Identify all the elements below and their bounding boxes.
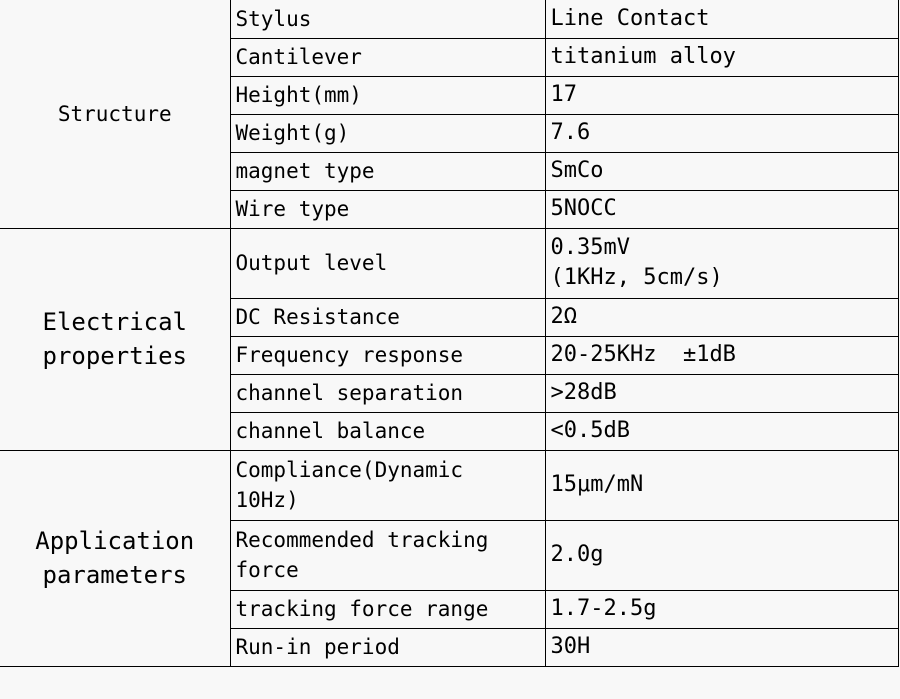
spec-value-recommended-tracking-force: 2.0g bbox=[545, 520, 898, 590]
spec-label-channel-balance: channel balance bbox=[230, 412, 545, 450]
spec-label-weight: Weight(g) bbox=[230, 114, 545, 152]
label-line: force bbox=[235, 558, 299, 582]
spec-value-magnet-type: SmCo bbox=[545, 152, 898, 190]
section-title-line: Application bbox=[35, 527, 195, 555]
label-line: 10Hz) bbox=[235, 488, 299, 512]
table-row bbox=[0, 0, 898, 38]
spec-label-recommended-tracking-force bbox=[230, 520, 545, 590]
spec-label-cantilever: Cantilever bbox=[230, 38, 545, 76]
section-header-application-parameters bbox=[0, 450, 230, 666]
spec-value-run-in-period: 30H bbox=[545, 628, 898, 666]
section-title-line: properties bbox=[42, 342, 187, 370]
spec-value-channel-separation: >28dB bbox=[545, 374, 898, 412]
section-header-structure bbox=[0, 0, 230, 228]
spec-label-frequency-response: Frequency response bbox=[230, 336, 545, 374]
label-line: Recommended tracking bbox=[235, 528, 489, 552]
spec-value-stylus: Line Contact bbox=[545, 0, 898, 38]
label-line: Compliance(Dynamic bbox=[235, 458, 464, 482]
spec-label-magnet-type: magnet type bbox=[230, 152, 545, 190]
spec-label-run-in-period: Run-in period bbox=[230, 628, 545, 666]
spec-label-channel-separation: channel separation bbox=[230, 374, 545, 412]
spec-value-output-level bbox=[545, 228, 898, 298]
spec-value-height: 17 bbox=[545, 76, 898, 114]
spec-label-compliance bbox=[230, 450, 545, 520]
spec-label-tracking-force-range: tracking force range bbox=[230, 590, 545, 628]
table-row bbox=[0, 228, 898, 298]
spec-value-tracking-force-range: 1.7-2.5g bbox=[545, 590, 898, 628]
spec-value-compliance: 15μm/mN bbox=[545, 450, 898, 520]
section-title-line: Electrical bbox=[42, 308, 187, 336]
spec-label-wire-type: Wire type bbox=[230, 190, 545, 228]
section-title-line: parameters bbox=[42, 561, 187, 589]
spec-value-cantilever: titanium alloy bbox=[545, 38, 898, 76]
section-title-line: Structure bbox=[57, 101, 172, 126]
spec-label-stylus: Stylus bbox=[230, 0, 545, 38]
spec-value-channel-balance: <0.5dB bbox=[545, 412, 898, 450]
section-header-electrical-properties bbox=[0, 228, 230, 450]
spec-value-wire-type: 5NOCC bbox=[545, 190, 898, 228]
spec-label-output-level: Output level bbox=[230, 228, 545, 298]
value-line: (1KHz, 5cm/s) bbox=[550, 265, 723, 290]
spec-value-dc-resistance: 2Ω bbox=[545, 298, 898, 336]
spec-value-weight: 7.6 bbox=[545, 114, 898, 152]
table-row bbox=[0, 450, 898, 520]
spec-value-frequency-response: 20-25KHz ±1dB bbox=[545, 336, 898, 374]
spec-label-height: Height(mm) bbox=[230, 76, 545, 114]
spec-label-dc-resistance: DC Resistance bbox=[230, 298, 545, 336]
value-line: 0.35mV bbox=[550, 235, 630, 260]
